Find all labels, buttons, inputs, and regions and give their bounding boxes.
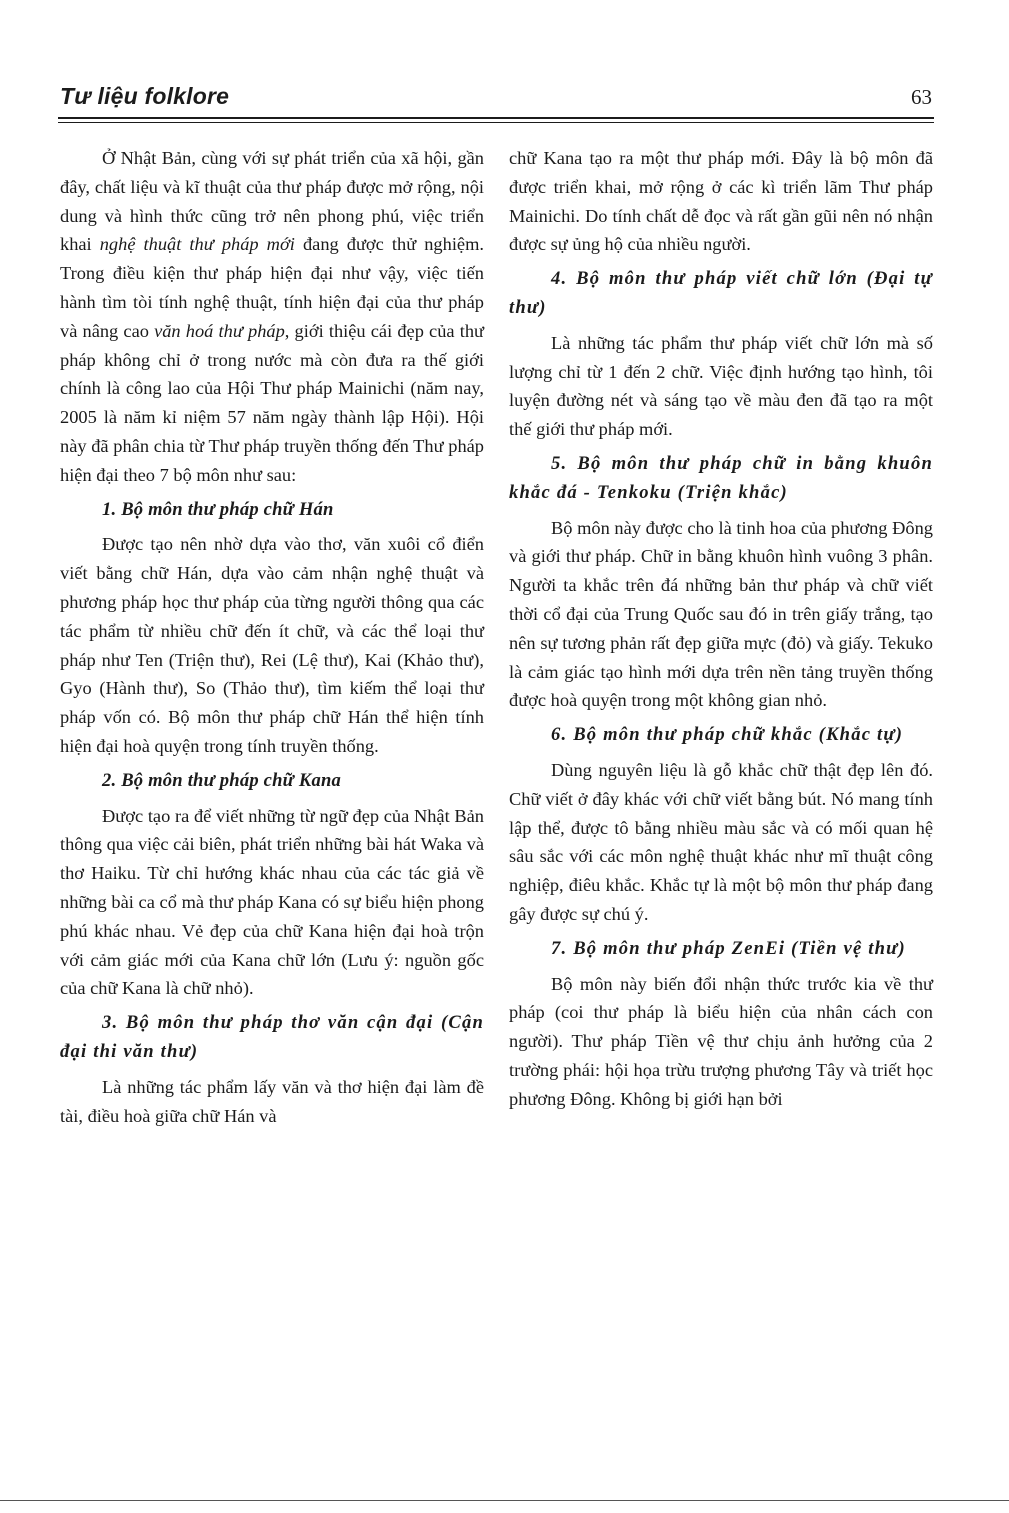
heading-6: 6. Bộ môn thư pháp chữ khắc (Khắc tự) <box>551 724 904 746</box>
heading-5: 5. Bộ môn thư pháp chữ in bằng khuôn khắc đá - Tenkoku (Triện khắc) <box>509 452 933 503</box>
heading-1: 1. Bộ môn thư pháp chữ Hán <box>102 498 334 520</box>
intro-emphasis-1: nghệ thuật thư pháp mới <box>99 234 295 255</box>
paragraph-3: Là những tác phẩm lấy văn và thơ hiện đại làm đề tài, điều hoà giữa chữ Hán và <box>60 1076 484 1126</box>
paragraph-4: Là những tác phẩm thư pháp viết chữ lớn mà số lượng chỉ từ 1 đến 2 chữ. Việc định hướng tạo hình, tôi luyện đường nét và sáng tạo về màu đen đã tạo ra một thế giới thư pháp mới. <box>509 332 933 440</box>
paragraph-7: Bộ môn này biến đổi nhận thức trước kia về thư pháp (coi thư pháp là biểu hiện của nhân cách con người). Thư pháp Tiền vệ thư chịu ảnh hưởng của 2 trường phái: hội họa trừu trượng phương Tây và triết học phương Đông. Không bị giới hạn bởi <box>509 973 933 1109</box>
paragraph-6: Dùng nguyên liệu là gỗ khắc chữ thật đẹp lên đó. Chữ viết ở đây khác với chữ viết bằng bút. Nó mang tính lập thể, được tô bằng nhiều màu sắc và có mối quan hệ sâu sắc với các môn nghệ thuật khác như mĩ thuật công nghiệp, điêu khắc. Khắc tự là một bộ môn thư pháp đang gây được sự chú ý. <box>509 759 933 924</box>
heading-4: 4. Bộ môn thư pháp viết chữ lớn (Đại tự thư) <box>509 268 933 318</box>
heading-3: 3. Bộ môn thư pháp thơ văn cận đại (Cận đại thi văn thư) <box>60 1012 484 1062</box>
header-rule-thin <box>58 122 934 123</box>
running-header <box>60 83 932 113</box>
intro-text-3: , giới thiệu cái đẹp của thư pháp không chỉ ở trong nước mà còn đưa ra thế giới chính là công lao của Hội Thư pháp Mainichi (năm nay, 2005 là năm kỉ niệm 57 năm ngày thành lập Hội). Hội này đã phân chia từ Thư pháp truyền thống đến Thư pháp hiện đại theo 7 bộ môn như sau: <box>60 320 484 485</box>
intro-text-2: đang được thử nghiệm. Trong điều kiện thư pháp hiện đại như vậy, việc tiến hành tìm tòi tính nghệ thuật, tính hiện đại của thư pháp và nâng cao <box>60 234 484 341</box>
paragraph-1: Được tạo nên nhờ dựa vào thơ, văn xuôi cổ điển viết bằng chữ Hán, dựa vào cảm nhận nghệ thuật và phương pháp học thư pháp của từng người thông qua các tác phẩm từ nhiều chữ đến ít chữ, và các thể loại thư pháp như Ten (Triện thư), Rei (Lệ thư), Kai (Khảo thư), Gyo (Hành thư), So (Thảo thư), tìm kiếm thể loại thư pháp vốn có. Bộ môn thư pháp chữ Hán thể hiện tính hiện đại hoà quyện trong tính truyền thống. <box>60 534 484 756</box>
paragraph-3-continued: chữ Kana tạo ra một thư pháp mới. Đây là bộ môn đã được triển khai, mở rộng ở các kì triển lãm Thư pháp Mainichi. Do tính chất dễ đọc và rất gần gũi nên nó nhận được sự ủng hộ của nhiều người. <box>509 148 933 255</box>
right-column <box>509 144 933 1114</box>
intro-paragraph <box>60 144 484 490</box>
left-column <box>60 144 484 1130</box>
heading-7: 7. Bộ môn thư pháp ZenEi (Tiền vệ thư) <box>551 937 906 959</box>
heading-2: 2. Bộ môn thư pháp chữ Kana <box>102 769 341 791</box>
paragraph-2: Được tạo ra để viết những từ ngữ đẹp của Nhật Bản thông qua việc cải biên, phát triển những bài hát Waka và thơ Haiku. Từ chỉ hướng khác nhau của các tác giả về những bài ca cổ mà thư pháp Kana có sự biểu hiện phong phú khác nhau. Vẻ đẹp của chữ Kana hiện đại hoà trộn với cảm giác mới của Kana chữ lớn (Lưu ý: nguồn gốc của chữ Kana là chữ nhỏ). <box>60 805 484 999</box>
section-title: Tư liệu folklore <box>60 83 230 109</box>
intro-text-1: Ở Nhật Bản, cùng với sự phát triển của xã hội, gần đây, chất liệu và kĩ thuật của thư pháp được mở rộng, nội dung và hình thức cũng trở nên phong phú, việc triển khai <box>60 148 484 255</box>
page-bottom-edge <box>0 1500 1009 1501</box>
header-rule-thick <box>58 117 934 119</box>
page-number: 63 <box>911 85 932 109</box>
intro-emphasis-2: văn hoá thư pháp <box>154 320 285 341</box>
paragraph-5: Bộ môn này được cho là tinh hoa của phương Đông và giới thư pháp. Chữ in bằng khuôn hình vuông 3 phân. Người ta khắc trên đá những bản thư pháp và chữ viết thời cổ đại của Trung Quốc sau đó in trên giấy trắng, tạo nên sự tương phản rất đẹp giữa mực (đỏ) và giấy. Tekuko là cảm giác tạo hình mới dựa trên nền tảng truyền thống được hoà quyện trong một không gian nhỏ. <box>509 517 933 711</box>
